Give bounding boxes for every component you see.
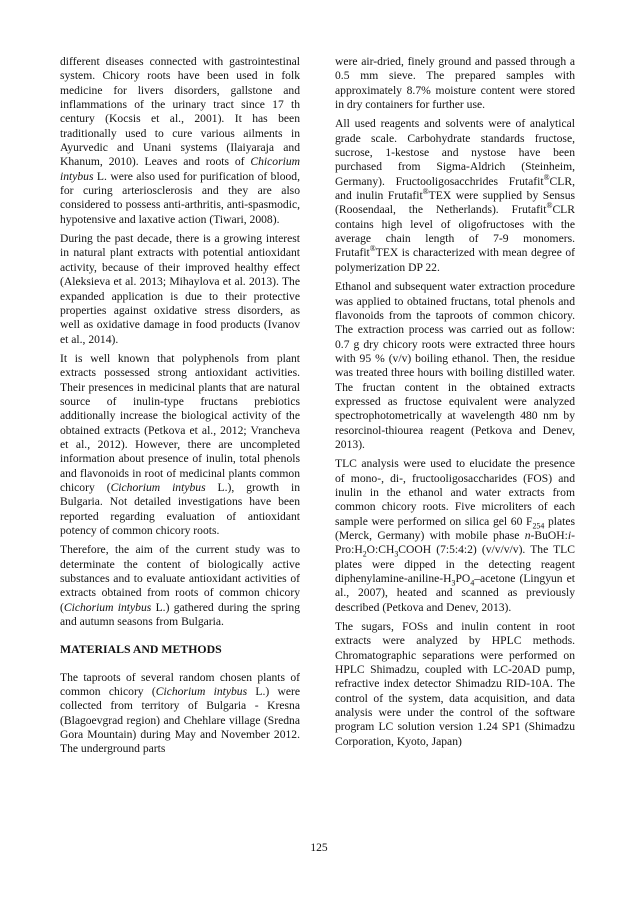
text-run: plates (Merck, Germany) with mobile phase (335, 514, 575, 542)
text-run: CLR, and inulin Frutafit (335, 174, 575, 203)
superscript-run: ® (422, 187, 429, 197)
subscript-run: 3 (451, 578, 456, 588)
text-run: were air-dried, finely ground and passed through a 0.5 mm sieve. The prepared samples with approximately 8.7% moisture content were stored in dry containers for further use. (335, 55, 575, 112)
text-run: The taproots of several random chosen plants of common chicory ( (60, 670, 300, 699)
subscript-run: 4 (470, 578, 475, 588)
text-run: During the past decade, there is a growing interest in natural plant extracts with potential antioxidant activity, because of their improved healthy effect (Aleksieva et al. 2013; Mihaylova et al. 2013). The expanded application is due to their protective properties against oxidative stress disorders, as well as oxidative damage in food products (Ivanov et al., 2014). (60, 232, 300, 346)
paragraph-extraction (335, 280, 575, 452)
paragraph-hplc-analysis (335, 620, 575, 749)
text-run: PO (455, 572, 471, 586)
italic-run: Chicorium intybus (60, 155, 300, 183)
subscript-run: 2 (362, 549, 367, 559)
text-run: Ethanol and subsequent water extraction procedure was applied to obtained fructans, total phenols and flavonoids from the taproots of common chicory. The extraction process was carried out as follow: 0.7 g dry chicory roots were extracted three hours with 95 % (v/v) boiling ethanol. Then, the residue was treated three hours with boiling distilled water. The fructan content in the obtained extracts expressed as fructose equivalent were analyzed spectrophotometrically at wavelength 480 nm by resorcinol-thiourea reagent (Petkova and Denev, 2013). (335, 280, 575, 451)
text-run: –acetone (Lingyun et al., 2007), heated and scanned as previously described (Petkova and Denev, 2013). (335, 572, 575, 614)
text-run: L.), growth in Bulgaria. Not detailed investigations have been reported regarding evaluation of antioxidant potency of common chicory roots. (60, 480, 300, 537)
italic-run: i (567, 529, 572, 542)
text-run: L.) were collected from territory of Bulgaria - Kresna (Blagoevgrad region) and Chehlare village (Sredna Gora Mountain) during May and November 2012. The underground parts (60, 685, 300, 756)
text-run: O:CH (366, 543, 395, 557)
text-run: different diseases connected with gastrointestinal system. Chicory roots have been used in folk medicine for livers disorders, gallstone and inflammations of the urinary tract since 17 th century (Kocsis et al., 2001). It has been traditionally used to cure various ailments in Ayurvedic and Unani systems (Ilaiyaraja and Khanum, 2010). Leaves and roots of (60, 55, 300, 169)
text-run: -Pro:H (335, 529, 575, 557)
text-run: TEX were supplied by Sensus (Roosendaal, the Netherlands). Frutafit (335, 189, 575, 217)
superscript-run: ® (543, 172, 550, 182)
paragraph-reagents (335, 117, 575, 275)
text-run: -BuOH: (530, 529, 568, 542)
superscript-run: ® (546, 201, 553, 211)
paragraph-antioxidant-interest (60, 232, 300, 347)
italic-run: Cichorium intybus (155, 685, 248, 699)
text-run: All used reagents and solvents were of analytical grade scale. Carbohydrate standards fructose, sucrose, 1-kestose and nystose have been purchased from Sigma-Aldrich (Steinheim, Germany). Fructooligosacchrides Frutafit (335, 117, 575, 188)
subscript-run: 3 (394, 549, 399, 559)
subscript-run: 254 (532, 520, 545, 530)
text-run: It is well known that polyphenols from plant extracts possessed strong antioxidant activities. Their presences in medicinal plants that are natural source of inulin-type fructans prebiotics additionally increase the biological activity of the obtained extracts (Petkova et al., 2012; Vrancheva et al., 2012). However, there are uncompleted information about presence of inulin, total phenols and flavonoids in root of medicinal plants common chicory ( (60, 351, 300, 494)
text-run: L.) gathered during the spring and autumn seasons from Bulgaria. (60, 600, 300, 629)
text-run: Therefore, the aim of the current study was to determinate the content of biologically active substances and to evaluate antioxidant activities of extracts obtained from roots of common chicory ( (60, 543, 300, 614)
right-column (335, 55, 575, 754)
text-run: COOH (7:5:4:2) (v/v/v/v). The TLC plates were dipped in the detecting reagent diphenylamine-aniline-H (335, 543, 575, 586)
italic-run: Cichorium intybus (110, 480, 206, 494)
section-heading-materials-methods: MATERIALS AND METHODS (60, 642, 222, 657)
page-number: 125 (310, 842, 328, 854)
paragraph-chicory-traditional-use (60, 55, 300, 227)
paragraph-study-aim (60, 543, 300, 629)
left-column (60, 55, 300, 762)
text-run: TLC analysis were used to elucidate the presence of mono-, di-, fructooligosaccharides (FOS) and inulin in the ethanol and water extracts from common chicory roots. Five microliters of each sample were performed on silica gel 60 F (335, 457, 575, 528)
text-run: L. were also used for purification of blood, for curing arteriosclerosis and they are also considered to possess anti-arthritis, anti-spasmodic, hypotensive and laxative action (Tiwari, 2008). (60, 169, 300, 226)
paragraph-tlc-analysis (335, 457, 575, 615)
paragraph-plant-material (60, 671, 300, 757)
text-run: TEX is characterized with mean degree of polymerization DP 22. (335, 246, 575, 274)
paragraph-polyphenols (60, 352, 300, 538)
paragraph-sample-preparation (335, 55, 575, 112)
text-run: The sugars, FOSs and inulin content in root extracts were analyzed by HPLC methods. Chromatographic separations were performed on HPLC Shimadzu, coupled with LC-20AD pump, refractive index detector Shimadzu RID-10A. The control of the system, data acquisition, and data analysis were under the control of the software program LC solution version 1.24 SP1 (Shimadzu Corporation, Kyoto, Japan) (335, 620, 575, 748)
italic-run: n (524, 529, 531, 542)
italic-run: Cichorium intybus (63, 600, 152, 614)
text-run: CLR contains high level of oligofructoses with the average chain length of 7-9 monomers. Frutafit (335, 203, 575, 260)
superscript-run: ® (369, 244, 376, 254)
